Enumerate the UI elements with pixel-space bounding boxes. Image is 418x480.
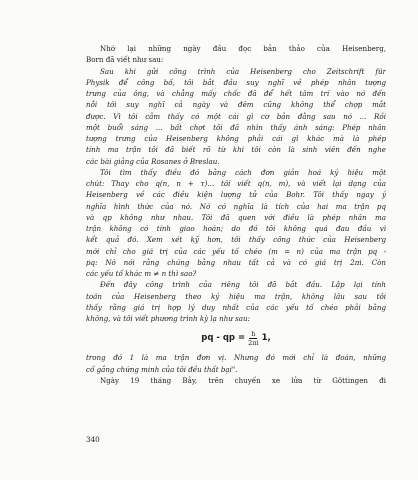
formula-rhs: 1, bbox=[261, 332, 271, 343]
text-line: nỗi tôi suy nghĩ cả ngày và đêm cũng không thể chợp mắt bbox=[86, 100, 386, 110]
paragraph-intro bbox=[86, 43, 386, 66]
text-line: cố gắng chứng minh của tôi đều thất bại". bbox=[86, 364, 238, 374]
formula-denominator: 2πi bbox=[248, 338, 259, 347]
body-text bbox=[86, 43, 386, 386]
text-line: tượng trưng của Heisenberg không phải cái gì khác mà là phép bbox=[86, 134, 386, 143]
paragraph-final bbox=[86, 375, 386, 386]
text-line: Heisenberg về các điều kiện lượng tử của Bohr. Tôi thấy ngay ý bbox=[86, 190, 386, 200]
text-line: toán của Heisenberg theo ký hiệu ma trận, không lâu sau tôi bbox=[86, 291, 386, 301]
text-line: tính ma trận tôi đã biết rõ từ khi tôi còn là sinh viên đến nghe bbox=[86, 145, 386, 155]
formula-numerator: h bbox=[251, 329, 256, 338]
text-line: Physik để công bố, tôi bắt đầu suy nghĩ về phép nhân tượng bbox=[86, 77, 386, 87]
text-line: Tôi tìm thấy điều đó bằng cách đơn giản hoá ký hiệu một bbox=[100, 167, 386, 177]
text-line: Sau khi gửi công trình của Heisenberg cho Zeitschrift für bbox=[100, 66, 386, 76]
commutation-formula bbox=[86, 326, 386, 350]
text-line: không, và tôi viết phương trình kỳ lạ như sau: bbox=[86, 314, 250, 323]
text-line: kết quả đó. Xem xét kỹ hơn, tôi thấy công thức của Heisenberg bbox=[86, 235, 386, 245]
text-line: một buổi sáng ... bất chợt tôi đã nhìn thấy ánh sáng: Phép nhân bbox=[86, 122, 386, 132]
text-line: và qp không như nhau. Tôi đã quen với điều là phép nhân ma bbox=[86, 212, 386, 222]
text-line: pq: Nó nói rằng chúng bằng nhau tất cả và có giá trị 2πi. Còn bbox=[86, 257, 386, 267]
quote-paragraph-3 bbox=[86, 279, 386, 324]
text-line: chút: Thay cho q(n, n + τ)... tôi viết q(n, m), và viết lại dạng của bbox=[86, 179, 386, 188]
text-line: các bài giảng của Rosanes ở Breslau. bbox=[86, 156, 220, 166]
text-line: các yếu tố khác m ≠ n thì sao? bbox=[86, 269, 197, 278]
text-line: trong đó 1 là ma trận đơn vị. Nhưng đó mới chỉ là đoán, những bbox=[86, 353, 386, 363]
quote-paragraph-2 bbox=[86, 167, 386, 280]
formula-fraction bbox=[248, 330, 259, 347]
text-line: Đến đây công trình của riêng tôi đã bắt đầu. Lập lại tính bbox=[100, 280, 386, 290]
page-number: 340 bbox=[86, 435, 100, 444]
formula-lhs: pq - qp = bbox=[201, 332, 246, 343]
text-line: Born đã viết như sau: bbox=[86, 55, 164, 65]
text-line: thấy rằng giá trị hợp lý duy nhất của các yếu tố chéo phải bằng bbox=[86, 302, 386, 312]
text-line: mới chỉ cho giá trị của các yếu tố chéo (m = n) của ma trận pq - bbox=[86, 246, 386, 256]
quote-paragraph-1 bbox=[86, 66, 386, 167]
text-line: Ngày 19 tháng Bảy, trên chuyến xe lửa từ Göttingen đi bbox=[100, 375, 386, 385]
text-line: Nhớ lại những ngày đầu đọc bản thảo của Heisenberg, bbox=[100, 44, 386, 53]
quote-paragraph-4 bbox=[86, 352, 386, 375]
text-line: trưng của ông, và chẳng mấy chốc đã để hết tâm trí vào nó đến bbox=[86, 89, 386, 98]
text-line: trận không có tính giao hoán; do đó tôi không quá đau đầu vì bbox=[86, 224, 386, 233]
text-line: được. Vì tôi cảm thấy có một cái gì cơ bản đằng sau nó ... Rồi bbox=[86, 111, 386, 121]
text-line: nghĩa hình thức của nó. Nó có nghĩa là tích của hai ma trận pq bbox=[86, 201, 386, 211]
